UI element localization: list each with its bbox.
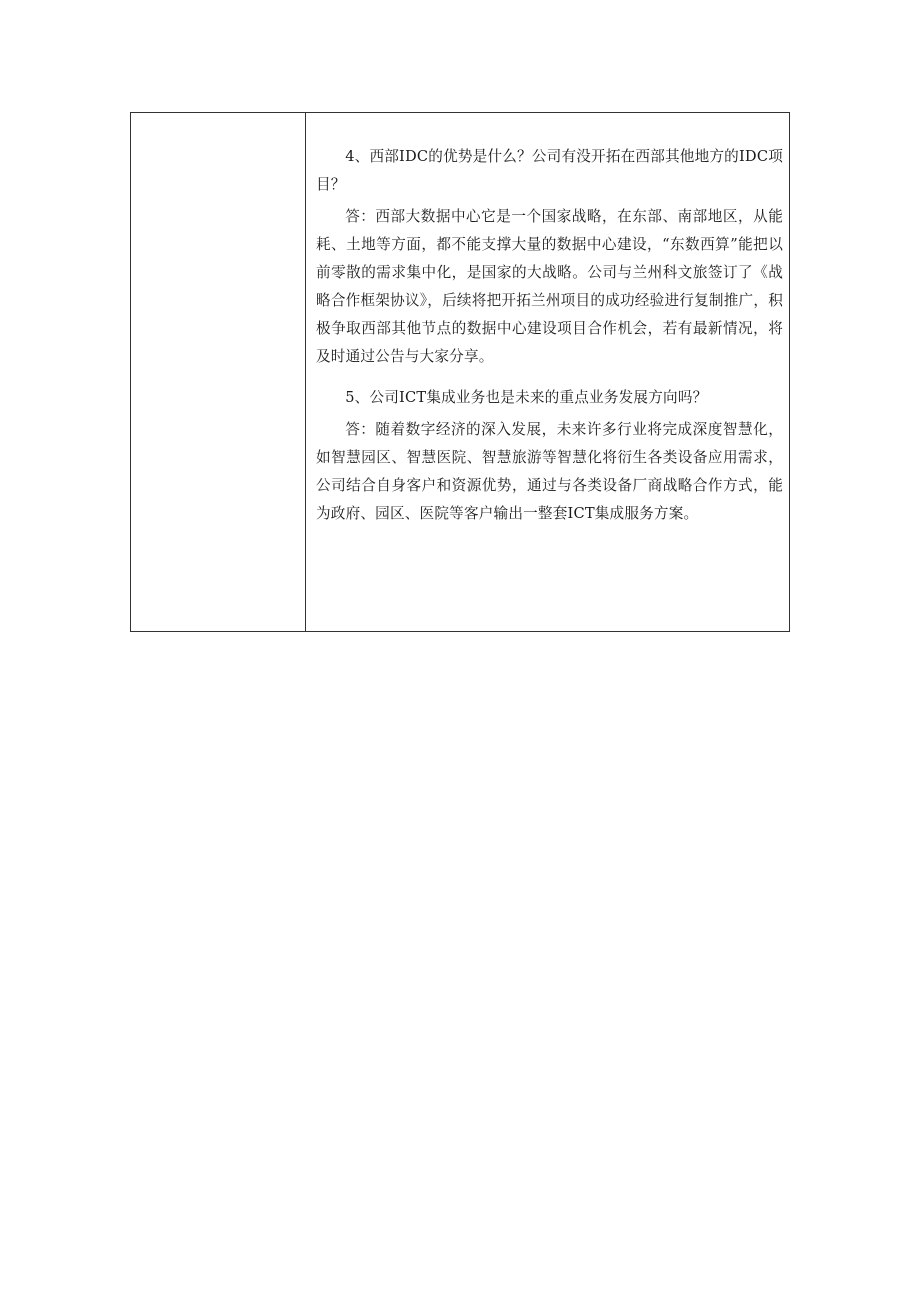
- answer-4: 答：西部大数据中心它是一个国家战略，在东部、南部地区，从能耗、土地等方面，都不能支撑大量的数据中心建设，“东数西算”能把以前零散的需求集中化，是国家的大战略。公司与兰州科文旅签订了《战略合作框架协议》，后续将把开拓兰州项目的成功经验进行复制推广，积极争取西部其他节点的数据中心建设项目合作机会，若有最新情况，将及时通过公告与大家分享。: [316, 208, 783, 365]
- table-right-cell: [306, 113, 789, 631]
- qa-item-4: [316, 143, 789, 371]
- table-left-cell: [131, 113, 306, 631]
- document-table: [130, 112, 790, 632]
- qa-item-5: [316, 384, 789, 528]
- question-5: 5、公司ICT集成业务也是未来的重点业务发展方向吗？: [345, 389, 708, 406]
- question-4: 4、西部IDC的优势是什么？公司有没开拓在西部其他地方的IDC项目？: [316, 148, 783, 193]
- answer-5: 答：随着数字经济的深入发展，未来许多行业将完成深度智慧化，如智慧园区、智慧医院、智慧旅游等智慧化将衍生各类设备应用需求，公司结合自身客户和资源优势，通过与各类设备厂商战略合作方式，能为政府、园区、医院等客户输出一整套ICT集成服务方案。: [316, 421, 783, 522]
